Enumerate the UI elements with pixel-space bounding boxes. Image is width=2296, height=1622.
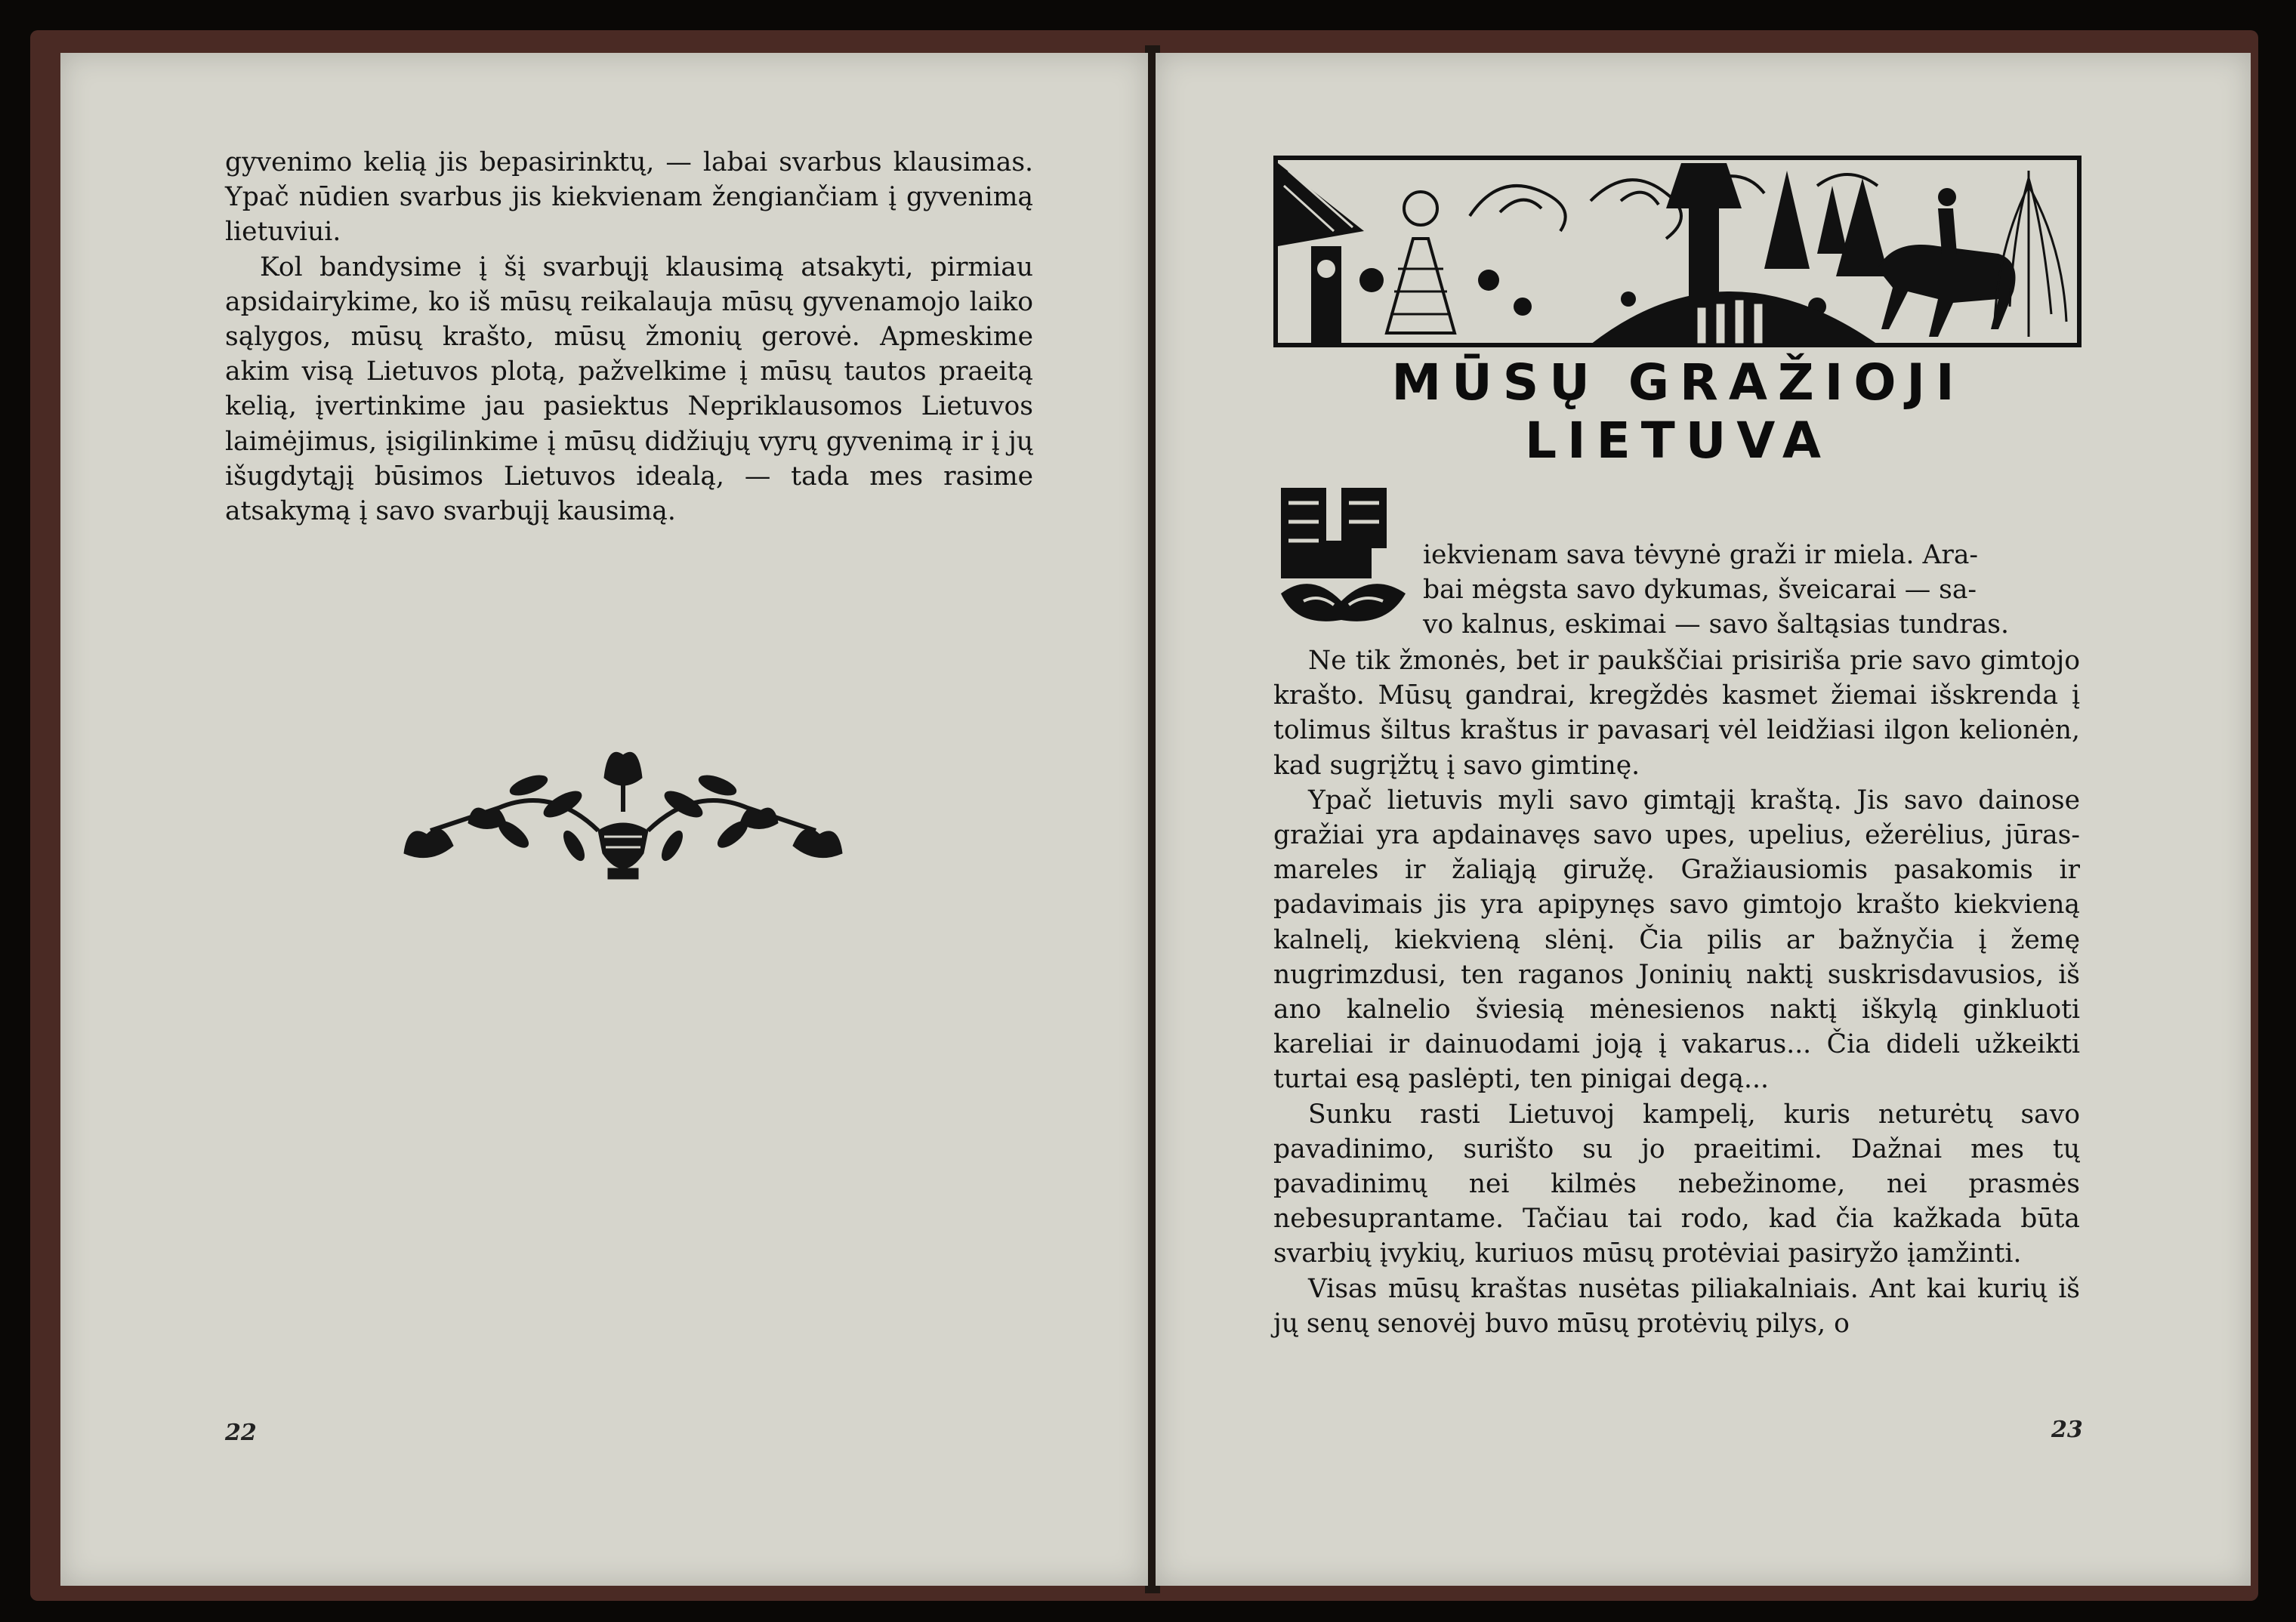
- text-line: vo kalnus, eskimai — savo šaltąsias tundras.: [1423, 609, 2009, 640]
- floral-ornament-icon: [400, 740, 846, 891]
- right-paragraph-2: Ypač lietuvis myli savo gimtąjį kraštą. Jis savo dainose gražiai yra apdainavęs savo upes, upelius, ežerėlius, jūras-mareles ir žaliąją giružę. Gražiausiomis pasakomis ir padavimais jis yra apipynęs savo gimtojo krašto kiekvieną kalnelį, kiekvieną slėnį. Čia pilis ar bažnyčia į žemę nugrimzdusi, ten raganos Joninių naktį suskrisdavusios, iš ano kalnelio šviesią mėnesienos naktį iškylą ginkluoti kareliai ir dainuodami joją į vakarus... Čia dideli užkeikti turtai esą paslėpti, ten pinigai degą...: [1273, 785, 2080, 1095]
- folk-illustration-icon: [1273, 156, 2082, 347]
- page-number-right: 23: [2051, 1417, 2083, 1443]
- chapter-title: MŪSŲ GRAŽIOJI LIETUVA: [1391, 353, 1965, 470]
- left-page-text: [225, 145, 1033, 529]
- drop-cap-paragraph: [1423, 538, 2080, 643]
- page-number-left: 22: [225, 1420, 257, 1446]
- left-paragraph-2: Kol bandysime į šį svarbųjį klausimą atsakyti, pirmiau apsidairykime, ko iš mūsų reikalauja mūsų gyvenamojo laiko sąlygos, mūsų krašto, mūsų žmonių gerovė. Apmeskime akim visą Lietuvos plotą, pažvelkime į mūsų tautos praeitą kelią, įvertinkime jau pasiektus Nepriklausomos Lietuvos laimėjimus, įsigilinkime į mūsų didžiųjų vyrų gyvenimą ir į jų išugdytąjį būsimos Lietuvos idealą, — tada mes rasime atsakymą į savo svarbųjį kausimą.: [225, 251, 1033, 527]
- text-line: iekvienam sava tėvynė graži ir miela. Ara-: [1423, 540, 1979, 570]
- text-line: bai mėgsta savo dykumas, šveicarai — sa-: [1423, 575, 1977, 606]
- right-paragraph-1: Ne tik žmonės, bet ir paukščiai prisiriša prie savo gimtojo krašto. Mūsų gandrai, kregždės kasmet žiemai išskrenda į tolimus šiltus kraštus ir pavasarį vėl leidžiasi ilgon kelionėn, kad sugrįžtų į savo gimtinę.: [1273, 646, 2080, 781]
- right-paragraph-4: Visas mūsų kraštas nusėtas piliakalniais. Ant kai kurių iš jų senų senovėj buvo mūsų protėvių pilys, o: [1273, 1273, 2080, 1339]
- decorative-initial-k-icon: [1273, 480, 1412, 628]
- left-paragraph-1: gyvenimo kelią jis bepasirinktų, — labai svarbus klausimas. Ypač nūdien svarbus jis kiekvienam žengiančiam į gyvenimą lietuviui.: [225, 147, 1033, 248]
- right-page-text: [1273, 643, 2080, 1341]
- right-paragraph-3: Sunku rasti Lietuvoj kampelį, kuris neturėtų savo pavadinimo, surišto su jo praeitimi. Dažnai mes tų pavadinimų nei kilmės nebežinome, nei prasmės nebesuprantame. Tačiau tai rodo, kad čia kažkada būta svarbių įvykių, kuriuos mūsų protėviai pasiryžo įamžinti.: [1273, 1099, 2080, 1269]
